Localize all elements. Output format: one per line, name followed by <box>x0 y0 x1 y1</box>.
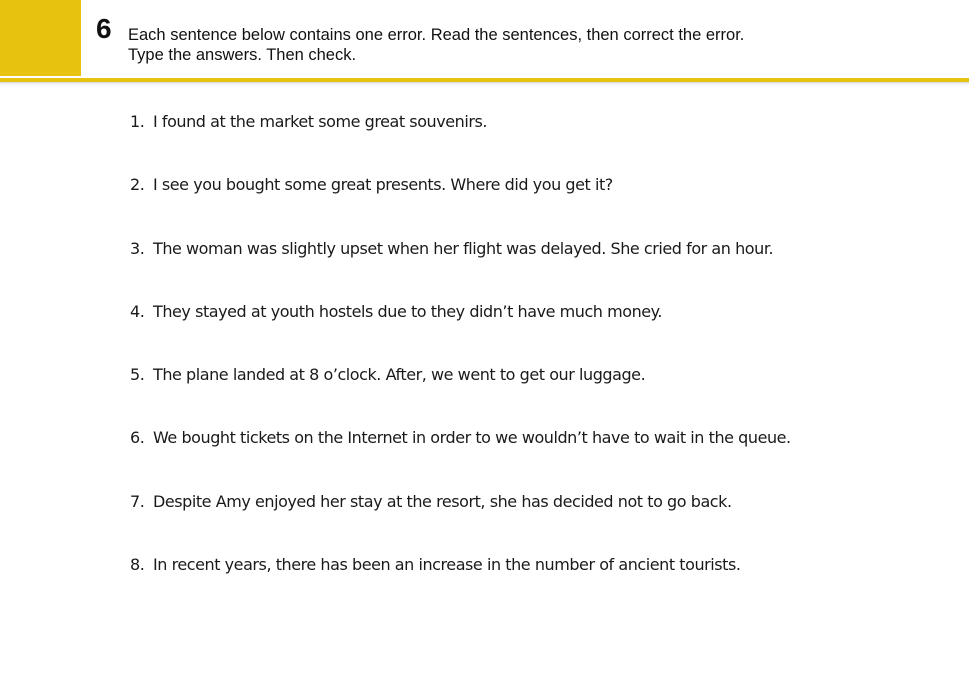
accent-block <box>0 0 81 76</box>
sentence-number: 2. <box>130 175 145 195</box>
instruction-line-1: Each sentence below contains one error. Read the sentences, then correct the error. <box>128 26 745 44</box>
sentence-text: We bought tickets on the Internet in order to we wouldn’t have to wait in the queue. <box>153 428 791 448</box>
sentence-item-2 <box>130 173 791 236</box>
instruction-line-2: Type the answers. Then check. <box>128 46 357 64</box>
exercise-header <box>0 0 969 78</box>
sentence-number: 8. <box>130 555 145 575</box>
header-divider-shadow <box>0 82 969 85</box>
sentence-text: The woman was slightly upset when her flight was delayed. She cried for an hour. <box>153 238 774 258</box>
sentence-item-6 <box>130 426 791 489</box>
sentence-text: I see you bought some great presents. Where did you get it? <box>153 175 613 195</box>
sentence-text: They stayed at youth hostels due to they didn’t have much money. <box>153 301 663 321</box>
sentence-number: 1. <box>130 112 145 131</box>
sentence-item-7 <box>130 490 791 553</box>
sentence-number: 5. <box>130 365 145 385</box>
sentence-item-4 <box>130 300 791 363</box>
sentence-item-5 <box>130 363 791 426</box>
sentence-item-3 <box>130 237 791 300</box>
sentence-item-1 <box>130 110 791 173</box>
exercise-instructions <box>128 25 744 65</box>
sentence-number: 7. <box>130 491 145 511</box>
sentence-number: 6. <box>130 428 145 448</box>
sentence-text: In recent years, there has been an increase in the number of ancient tourists. <box>153 555 741 575</box>
sentence-text: Despite Amy enjoyed her stay at the resort, she has decided not to go back. <box>153 491 732 511</box>
sentence-text: I found at the market some great souvenirs. <box>153 112 487 131</box>
sentence-item-8 <box>130 553 791 616</box>
exercise-number: 6 <box>96 13 112 44</box>
sentence-list <box>130 110 791 616</box>
sentence-number: 3. <box>130 238 145 258</box>
sentence-number: 4. <box>130 301 145 321</box>
sentence-text: The plane landed at 8 o’clock. After, we went to get our luggage. <box>153 365 646 385</box>
